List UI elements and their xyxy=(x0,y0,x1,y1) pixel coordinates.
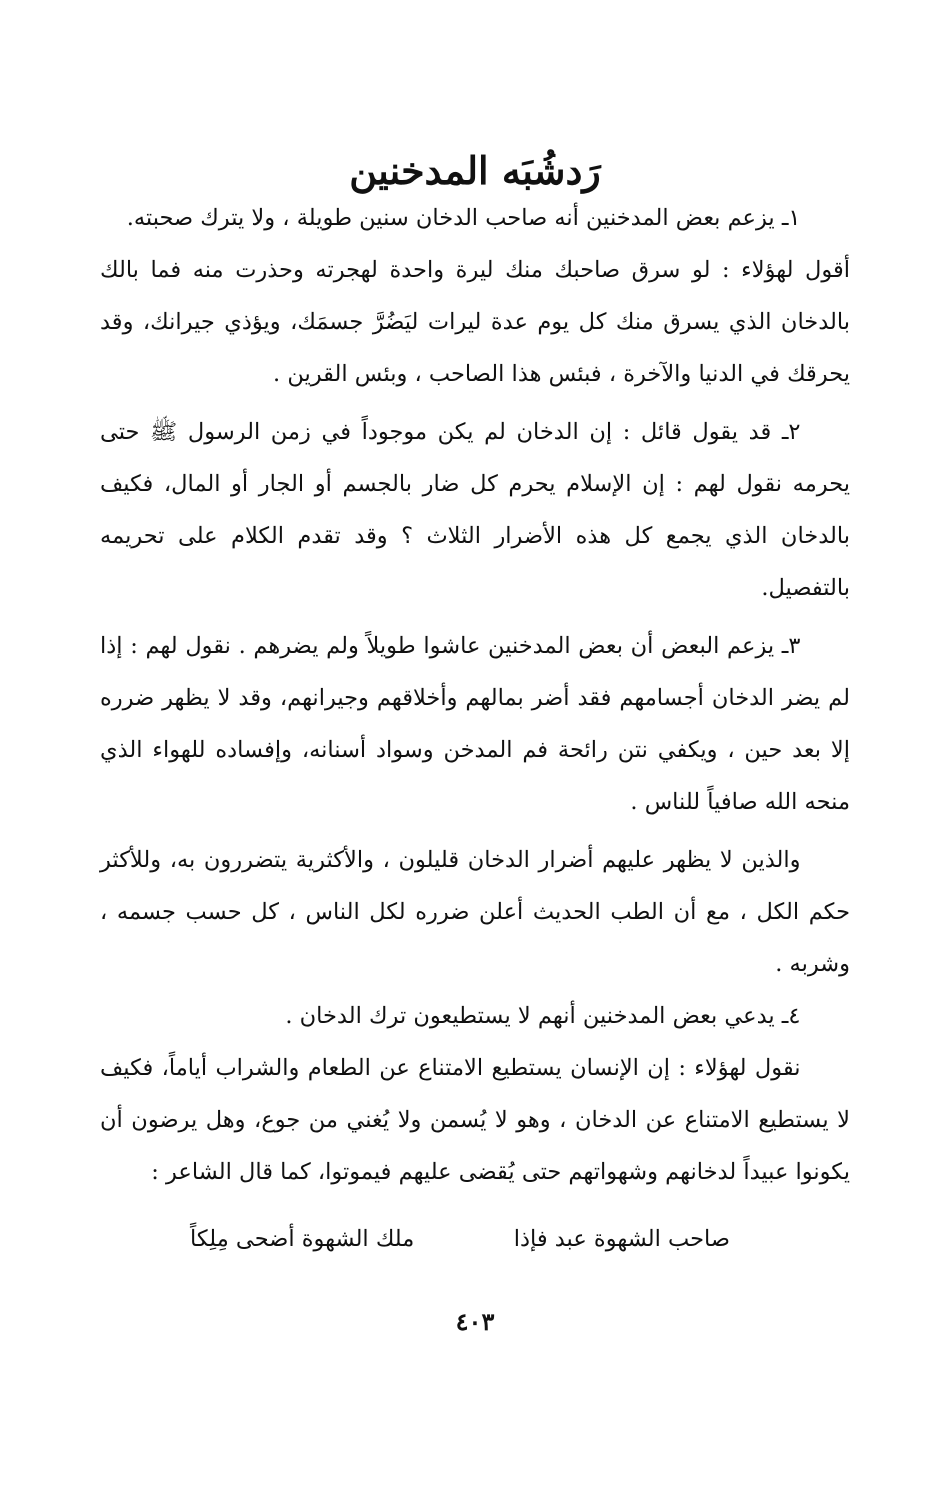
paragraph-claim-2: ٢ـ قد يقول قائل : إن الدخان لم يكن موجوداً في زمن الرسول ﷺ حتى يحرمه نقول لهم : إن الإسلام يحرم كل ضار بالجسم أو الجار أو المال، فكيف بالدخان الذي يجمع كل هذه الأضرار الثلاث ؟ وقد تقدم الكلام على تحريمه بالتفصيل. xyxy=(100,419,850,601)
paragraph-claim-4: ٤ـ يدعي بعض المدخنين أنهم لا يستطيعون ترك الدخان . xyxy=(285,1003,801,1029)
verse-second-hemistich: ملك الشهوة أضحى مِلِكاً xyxy=(190,1226,415,1252)
page-number: ٤٠٣ xyxy=(455,1307,495,1336)
paragraph-reply-4: نقول لهؤلاء : إن الإنسان يستطيع الامتناع عن الطعام والشراب أياماً، فكيف لا يستطيع الامتناع عن الدخان ، وهو لا يُسمن ولا يُغني من جوع، وهل يرضون أن يكونوا عبيداً لدخانهم وشهواتهم حتى يُقضى عليهم فيموتوا، كما قال الشاعر : xyxy=(100,1055,850,1185)
poem-verse xyxy=(150,1215,730,1263)
paragraph-reply-1: أقول لهؤلاء : لو سرق صاحبك منك ليرة واحدة لهجرته وحذرت منه فما بالك بالدخان الذي يسرق منك كل يوم عدة ليرات ليَضُرَّ جسمَك، ويؤذي جيرانك، وقد يحرقك في الدنيا والآخرة ، فبئس هذا الصاحب ، وبئس القرين . xyxy=(100,257,850,387)
page-title: رَدشُبَه المدخنين xyxy=(349,148,601,194)
verse-first-hemistich: صاحب الشهوة عبد فإذا xyxy=(513,1226,730,1252)
paragraph-claim-3: ٣ـ يزعم البعض أن بعض المدخنين عاشوا طويلاً ولم يضرهم . نقول لهم : إذا لم يضر الدخان أجسامهم فقد أضر بمالهم وأخلاقهم وجيرانهم، وقد لا يظهر ضرره إلا بعد حين ، ويكفي نتن رائحة فم المدخن وسواد أسنانه، وإفساده للهواء الذي منحه الله صافياً للناس . xyxy=(100,633,850,815)
paragraph-claim-1: ١ـ يزعم بعض المدخنين أنه صاحب الدخان سنين طويلة ، ولا يترك صحبته. xyxy=(126,205,801,231)
body-text xyxy=(100,192,850,1198)
paragraph-reply-3: والذين لا يظهر عليهم أضرار الدخان قليلون ، والأكثرية يتضررون به، وللأكثر حكم الكل ، مع أن الطب الحديث أعلن ضرره لكل الناس ، كل حسب جسمه ، وشربه . xyxy=(100,847,850,977)
